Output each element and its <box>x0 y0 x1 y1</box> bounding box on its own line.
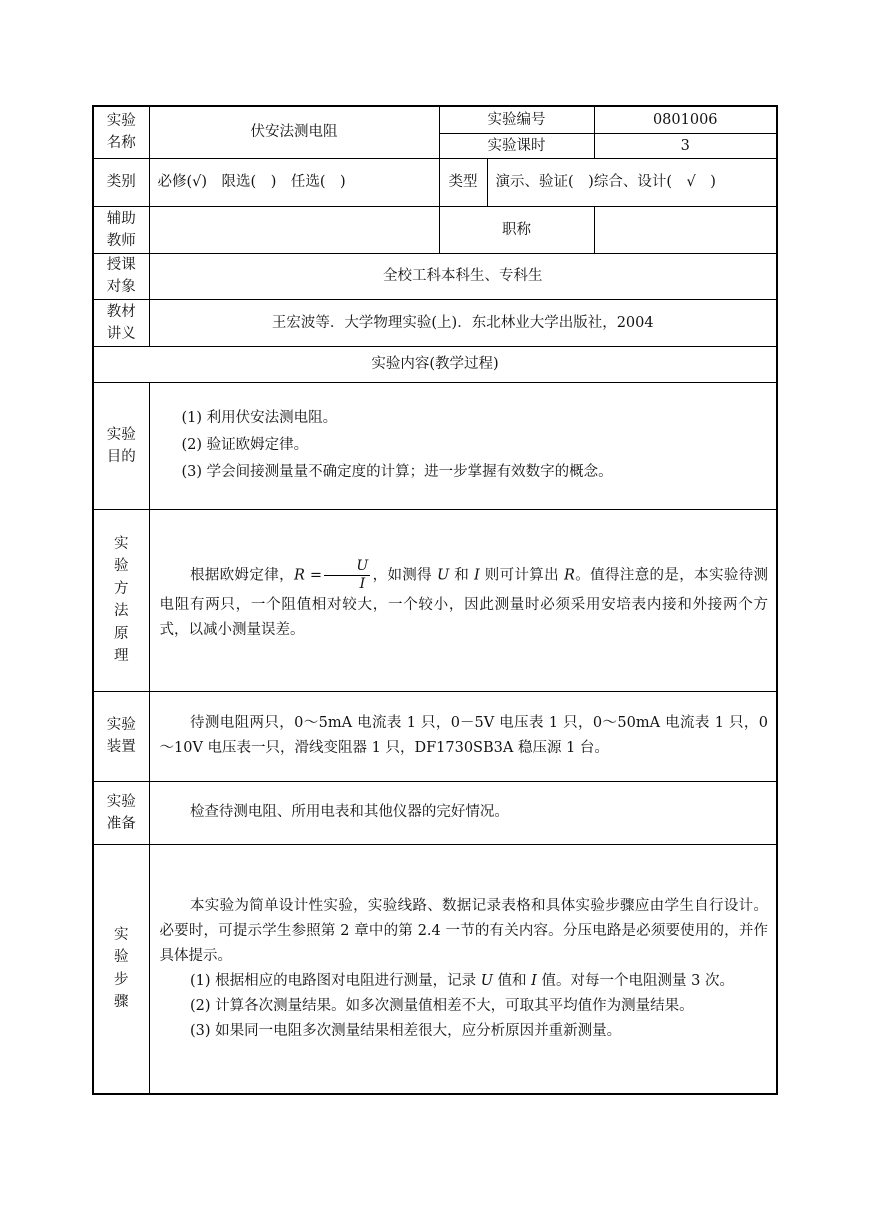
type-value: 演示、验证( )综合、设计( √ ) <box>487 158 777 206</box>
principle-text: 根据欧姆定律，R = $\frac{U}{I}$ ，如测得 U 和 I 则可计算出 R。值得注意的是，本实验待测电阻有两只，一个阻值相对较大，一个较小，因此测量时必须采用安培表内接和外接两个方式，以减小测量误差。 <box>149 509 777 691</box>
assistant-value <box>149 206 439 253</box>
textbook-label: 教材 讲义 <box>93 299 149 346</box>
purpose-item: (1) 利用伏安法测电阻。 <box>181 410 338 426</box>
experiment-table <box>92 105 778 1095</box>
step-2: (2) 计算各次测量结果。如多次测量值相差不大，可取其平均值作为测量结果。 <box>189 997 694 1014</box>
ohm-formula: $\frac{U}{I}$ <box>324 558 370 593</box>
assistant-label: 辅助 教师 <box>93 206 149 253</box>
hours-value: 3 <box>594 133 777 158</box>
purpose-list <box>149 382 777 509</box>
name-value: 伏安法测电阻 <box>149 106 439 158</box>
step-1: (1) 根据相应的电路图对电阻进行测量，记录 U 值和 I 值。对每一个电阻测量 3 次。 <box>189 972 734 989</box>
apparatus-text: 待测电阻两只，0～5mA 电流表 1 只，0－5V 电压表 1 只，0～50mA 电流表 1 只，0～10V 电压表一只，滑线变阻器 1 只，DF1730SB3A 稳压源 1 台。 <box>149 691 777 781</box>
type-label: 类型 <box>439 158 487 206</box>
apparatus-label: 实验 装置 <box>93 691 149 781</box>
category-value: 必修(√) 限选( ) 任选( ) <box>149 158 439 206</box>
name-label: 实验 名称 <box>93 106 149 158</box>
formula-lhs: R = <box>293 567 322 583</box>
hours-label: 实验课时 <box>439 133 594 158</box>
purpose-item: (2) 验证欧姆定律。 <box>181 437 309 453</box>
audience-label: 授课 对象 <box>93 253 149 299</box>
code-value: 0801006 <box>594 106 777 133</box>
title-label: 职称 <box>439 206 594 253</box>
content-heading: 实验内容(教学过程) <box>93 346 777 382</box>
code-label: 实验编号 <box>439 106 594 133</box>
purpose-label: 实验 目的 <box>93 382 149 509</box>
purpose-item: (3) 学会间接测量量不确定度的计算；进一步掌握有效数字的概念。 <box>181 464 613 480</box>
step-3: (3) 如果同一电阻多次测量结果相差很大，应分析原因并重新测量。 <box>189 1022 622 1039</box>
principle-label: 实 验 方 法 原 理 <box>93 509 149 691</box>
audience-value: 全校工科本科生、专科生 <box>149 253 777 299</box>
steps-intro: 本实验为简单设计性实验，实验线路、数据记录表格和具体实验步骤应由学生自行设计。必要时，可提示学生参照第 2 章中的第 2.4 一节的有关内容。分压电路是必须要使用的，并作具体提示。 <box>159 897 768 964</box>
title-value <box>594 206 777 253</box>
preparation-label: 实验 准备 <box>93 781 149 844</box>
category-label: 类别 <box>93 158 149 206</box>
steps-label: 实 验 步 骤 <box>93 844 149 1094</box>
textbook-value: 王宏波等．大学物理实验(上)．东北林业大学出版社，2004 <box>149 299 777 346</box>
steps-text <box>149 844 777 1094</box>
experiment-form <box>92 105 776 1095</box>
preparation-text: 检查待测电阻、所用电表和其他仪器的完好情况。 <box>149 781 777 844</box>
